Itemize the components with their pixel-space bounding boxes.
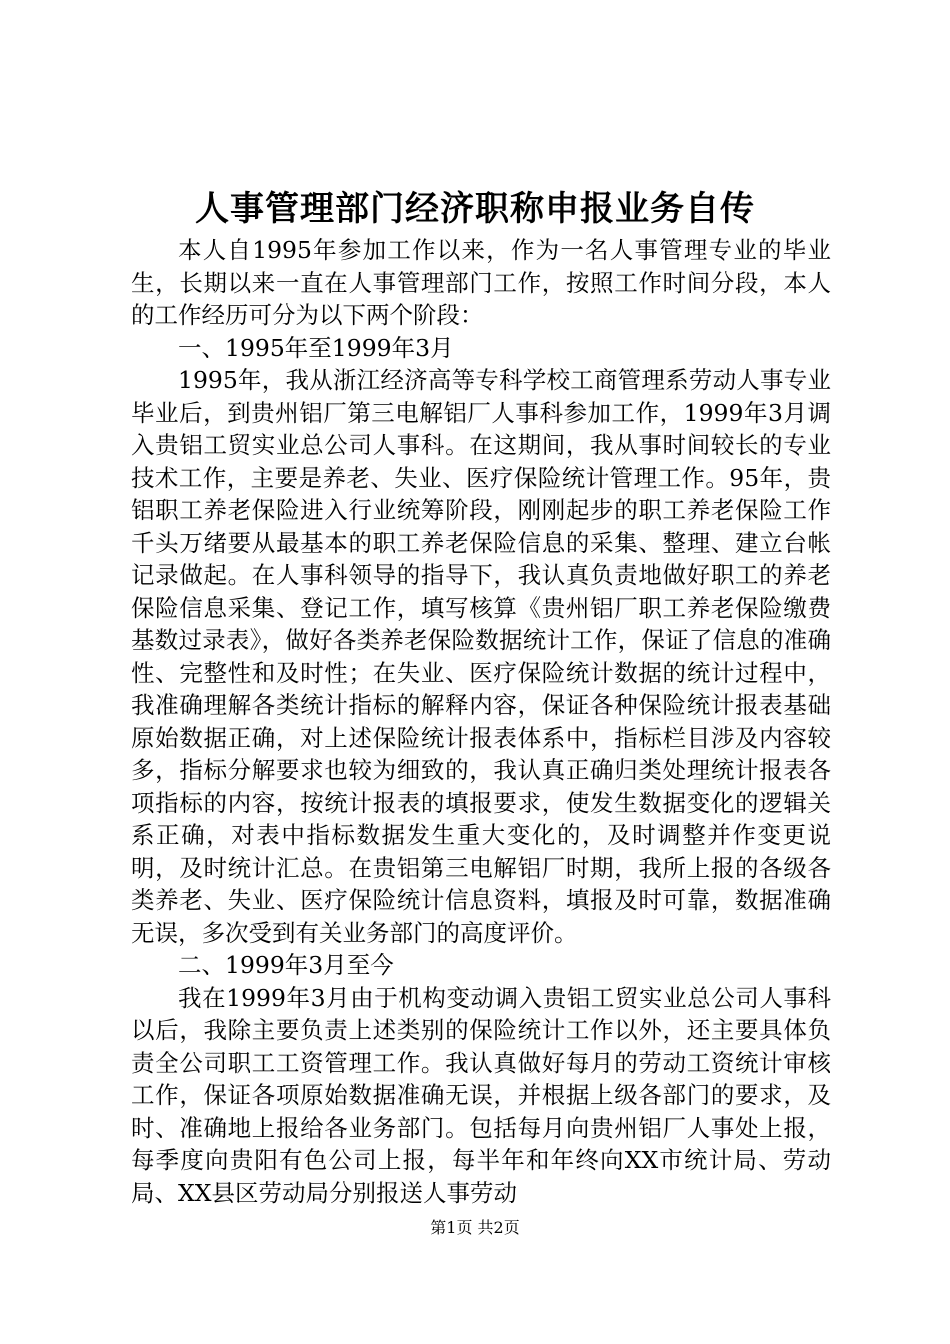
section-heading-1: 一、1995年至1999年3月: [178, 333, 454, 362]
paragraph-section-1: 1995年，我从浙江经济高等专科学校工商管理系劳动人事专业毕业后，到贵州铝厂第三电解铝厂人事科参加工作，1999年3月调入贵铝工贸实业总公司人事科。在这期间，我从事时间较长的专业技术工作，主要是养老、失业、医疗保险统计管理工作。95年，贵铝职工养老保险进入行业统筹阶段，刚刚起步的职工养老保险工作千头万绪要从最基本的职工养老保险信息的采集、整理、建立台帐记录做起。在人事科领导的指导下，我认真负责地做好职工的养老保险信息采集、登记工作，填写核算《贵州铝厂职工养老保险缴费基数过录表》，做好各类养老保险数据统计工作，保证了信息的准确性、完整性和及时性；在失业、医疗保险统计数据的统计过程中，我准确理解各类统计指标的解释内容，保证各种保险统计报表基础原始数据正确，对上述保险统计报表体系中，指标栏目涉及内容较多，指标分解要求也较为细致的，我认真正确归类处理统计报表各项指标的内容，按统计报表的填报要求，使发生数据变化的逻辑关系正确，对表中指标数据发生重大变化的，及时调整并作变更说明，及时统计汇总。在贵铝第三电解铝厂时期，我所上报的各级各类养老、失业、医疗保险统计信息资料，填报及时可靠，数据准确无误，多次受到有关业务部门的高度评价。: [131, 366, 831, 947]
document-title: 人事管理部门经济职称申报业务自传: [195, 189, 755, 229]
document-body: [131, 234, 831, 1209]
paragraph-intro: 本人自1995年参加工作以来，作为一名人事管理专业的毕业生，长期以来一直在人事管理部门工作，按照工作时间分段，本人的工作经历可分为以下两个阶段：: [131, 236, 831, 329]
section-heading-2: 二、1999年3月至今: [178, 951, 394, 979]
paragraph-section-2: 我在1999年3月由于机构变动调入贵铝工贸实业总公司人事科以后，我除主要负责上述类别的保险统计工作以外，还主要具体负责全公司职工工资管理工作。我认真做好每月的劳动工资统计审核工作，保证各项原始数据准确无误，并根据上级各部门的要求，及时、准确地上报给各业务部门。包括每月向贵州铝厂人事处上报，每季度向贵阳有色公司上报，每半年和年终向XX市统计局、劳动局、XX县区劳动局分别报送人事劳动: [131, 983, 831, 1207]
page-number: 第1页 共2页: [430, 1218, 520, 1237]
